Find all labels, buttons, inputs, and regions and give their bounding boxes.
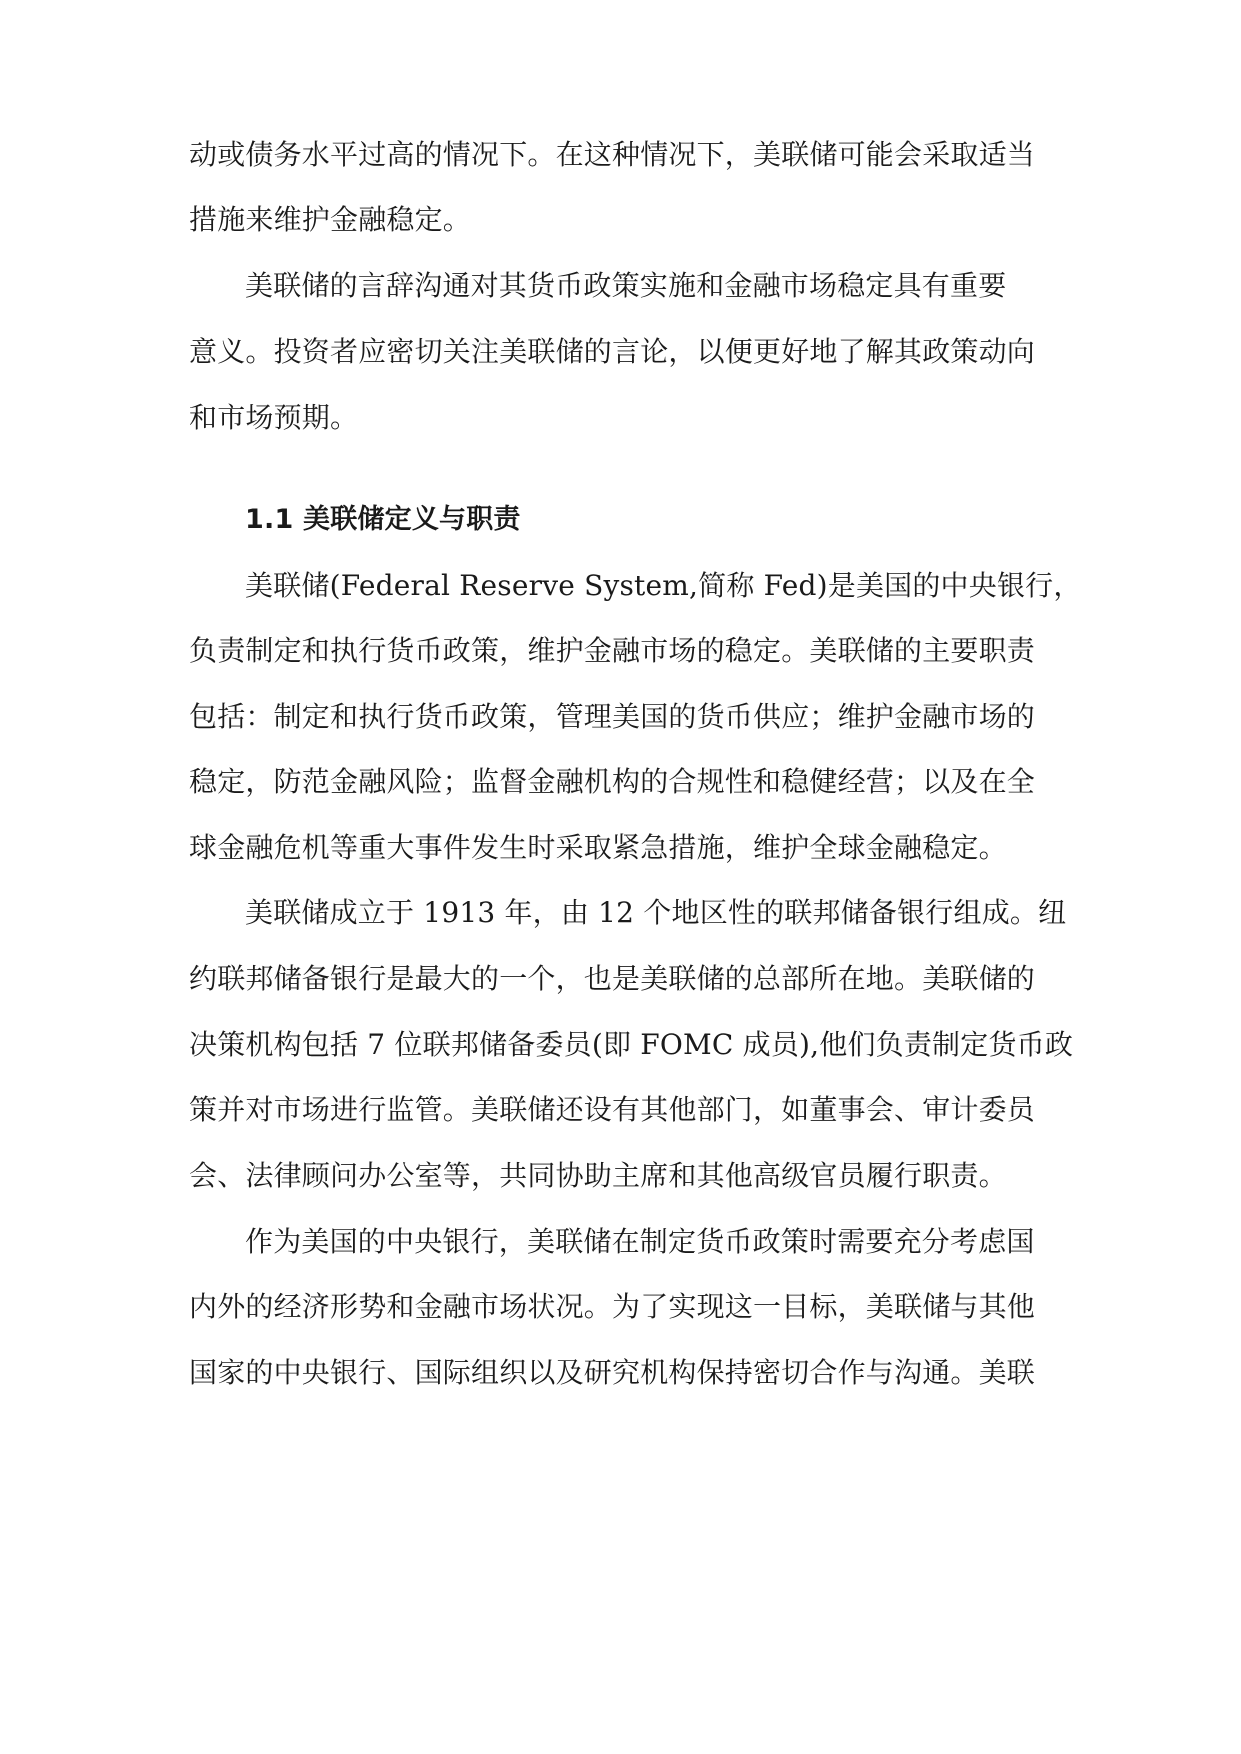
paragraph-line: 美联储成立于 1913 年，由 12 个地区性的联邦储备银行组成。纽 (245, 896, 1067, 929)
paragraph-line: 包括：制定和执行货币政策，管理美国的货币供应；维护金融市场的 (189, 700, 1036, 733)
section-heading: 1.1 美联储定义与职责 (245, 504, 521, 535)
paragraph-line: 措施来维护金融稳定。 (189, 203, 472, 236)
paragraph-line: 球金融危机等重大事件发生时采取紧急措施，维护全球金融稳定。 (189, 831, 1007, 864)
paragraph-line: 决策机构包括 7 位联邦储备委员(即 FOMC 成员),他们负责制定货币政 (189, 1028, 1074, 1061)
paragraph-line: 会、法律顾问办公室等，共同协助主席和其他高级官员履行职责。 (189, 1159, 1007, 1192)
paragraph-line: 约联邦储备银行是最大的一个，也是美联储的总部所在地。美联储的 (189, 962, 1036, 995)
paragraph-line: 稳定，防范金融风险；监督金融机构的合规性和稳健经营；以及在全 (189, 765, 1036, 798)
paragraph-line: 国家的中央银行、国际组织以及研究机构保持密切合作与沟通。美联 (189, 1356, 1036, 1389)
paragraph-line: 美联储(Federal Reserve System,简称 Fed)是美国的中央银行， (245, 569, 1082, 602)
paragraph-line: 作为美国的中央银行，美联储在制定货币政策时需要充分考虑国 (245, 1225, 1035, 1258)
paragraph-line: 美联储的言辞沟通对其货币政策实施和金融市场稳定具有重要 (245, 269, 1007, 302)
paragraph-line: 负责制定和执行货币政策，维护金融市场的稳定。美联储的主要职责 (189, 634, 1036, 667)
paragraph-line: 策并对市场进行监管。美联储还设有其他部门，如董事会、审计委员 (189, 1093, 1036, 1126)
paragraph-line: 内外的经济形势和金融市场状况。为了实现这一目标，美联储与其他 (189, 1290, 1036, 1323)
paragraph-line: 动或债务水平过高的情况下。在这种情况下，美联储可能会采取适当 (189, 138, 1036, 171)
paragraph-line: 和市场预期。 (189, 401, 359, 434)
paragraph-line: 意义。投资者应密切关注美联储的言论，以便更好地了解其政策动向 (189, 335, 1036, 368)
